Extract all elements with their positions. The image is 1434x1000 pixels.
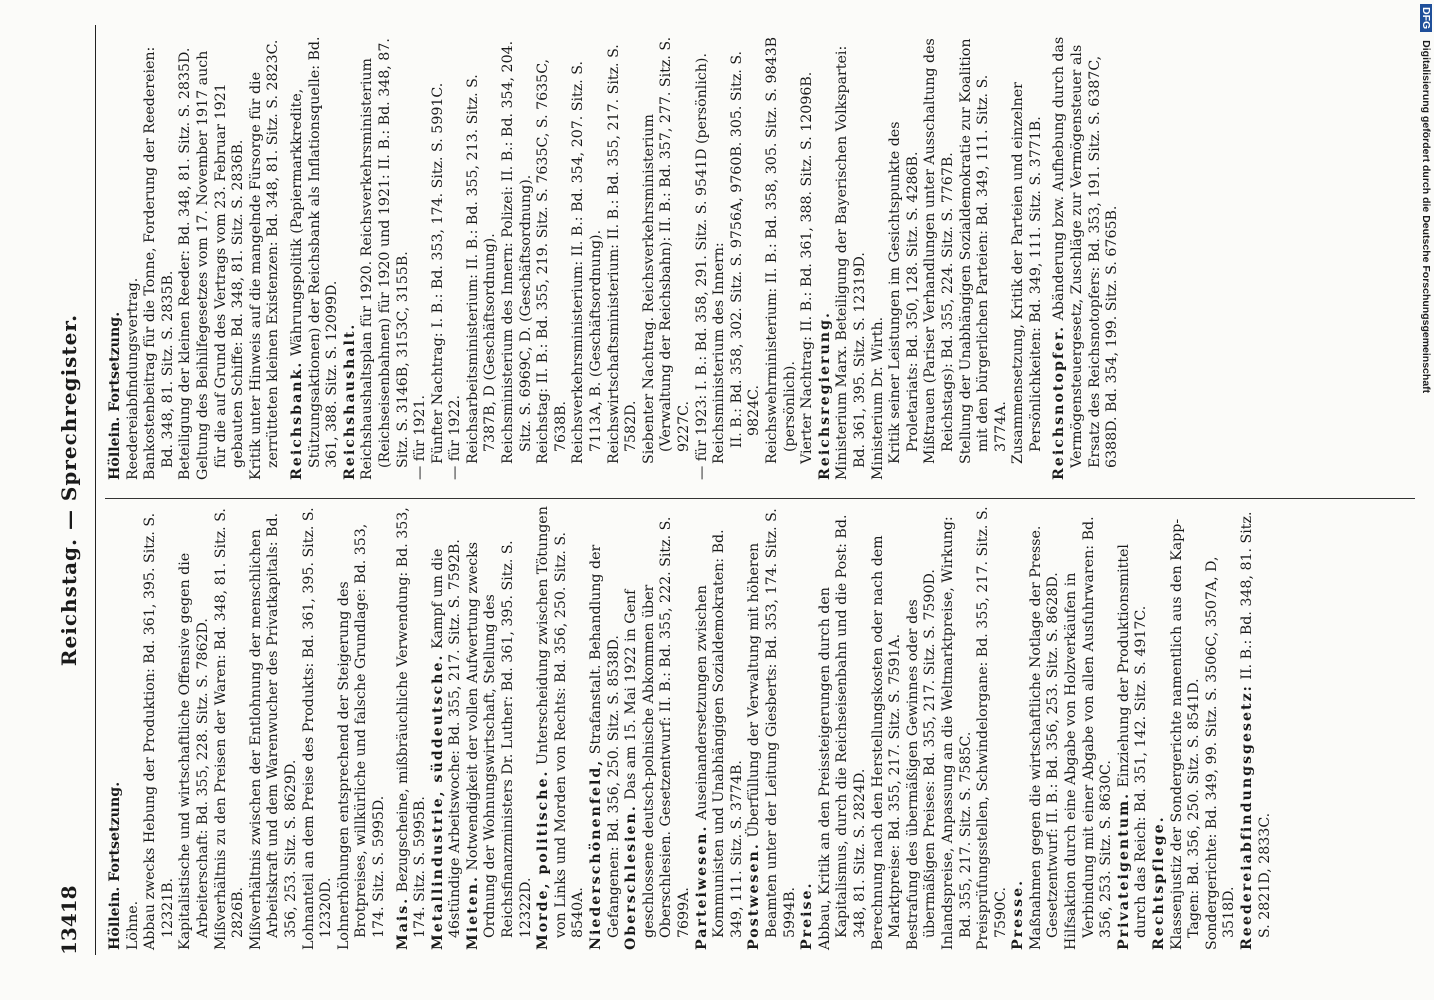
- index-entry: Oberschlesien. Das am 15. Mai 1922 in Genf geschlossene deutsch-polnische Abkommen über Oberschlesien. Gesetzentwurf: II. B.: Bd. 355, 222. Sitz. S. 7699A.: [623, 516, 692, 950]
- index-entry: Reichstag: II. B.: Bd. 355, 219. Sitz. S. 7635C, S. 7635C, 7638B.: [535, 58, 569, 464]
- index-entry: Abbau zwecks Hebung der Produktion: Bd. 361, 395. Sitz. S. 12321B.: [142, 512, 176, 950]
- index-entry: Niederschönenfeld, Strafanstalt. Behandlung der Gefangenen: Bd. 356, 250. Sitz. S. 8538D.: [588, 544, 622, 950]
- rotated-page: [45, 5, 1430, 995]
- index-entry: Kapitalistische und wirtschaftliche Offensive gegen die Arbeiterschaft: Bd. 355, 228. Sitz. S. 7862D.: [177, 552, 211, 950]
- index-entry: Reedereiabfindungsgesetz: II. B.: Bd. 348, 81. Sitz. S. 2821D, 2833C.: [1239, 511, 1273, 950]
- index-entry: Bankostenbeitrag für die Tonne, Forderung der Reedereien: Bd. 348, 81. Sitz. S. 2835B.: [142, 46, 176, 480]
- index-entry: Reichsbank. Währungspolitik (Papiermarkkredite, Stützungsaktionen) der Reichsbank als Inflationsquelle: Bd. 361, 388. Sitz. S. 12099D.: [288, 36, 341, 480]
- index-entry: Mißverhältnis zu den Preisen der Waren: Bd. 348, 81. Sitz. S. 2826B.: [212, 508, 247, 950]
- index-entry: Reichsarbeitsministerium: II. B.: Bd. 355, 213. Sitz. S. 7387B, D (Geschäftsordnung).: [464, 74, 499, 464]
- index-entry: Löhne.: [124, 900, 141, 950]
- index-entry: Inlandspreise, Anpassung an die Weltmarktpreise, Wirkung: Bd. 355, 217. Sitz. S. 7585C.: [939, 516, 974, 950]
- index-entry: Reichshaushaltsplan für 1920. Reichsverkehrsministerium (Reichseisenbahnen) für 1920 und 1921: II. B.: Bd. 348, 87. Sitz. S. 3146B, 3153C, 3155B.: [359, 38, 411, 480]
- index-entry: Reichsnotopfer. Abänderung bzw. Aufhebung durch das Vermögensteuergesetz, Zuschläge zur Vermögensteuer als Ersatz des Reichsnotopfers: Bd. 353, 191. Sitz. S. 6387C, 6388D. Bd. 354, 199. Sitz. S. 6765B.: [1051, 36, 1121, 480]
- index-entry: Hilfsaktion durch eine Abgabe von Holzverkäufen in Verbindung mit einer Abgabe von allen Ausfuhrwaren: Bd. 356, 253. Sitz. S. 8630C.: [1063, 516, 1115, 950]
- index-entry: Reedereiabfindungsvertrag.: [124, 277, 141, 480]
- page-number: 13418: [57, 885, 81, 955]
- index-entry: Mieten. Notwendigkeit der vollen Aufwertung zwecks Ordnung der Wohnungswirtschaft, Stellung des Reichsfinanzministers Dr. Luther: Bd. 361, 395. Sitz. S. 12322D.: [464, 540, 534, 950]
- index-entry: Stellung der Unabhängigen Sozialdemokratie zur Koalition mit den bürgerlichen Parteien: Bd. 349, 111. Sitz. S. 3774A.: [957, 38, 1009, 464]
- index-entry: Abbau, Kritik an den Preissteigerungen durch den Kapitalismus, durch die Reichseisenbahn und die Post: Bd. 348, 81. Sitz. S. 2824D.: [816, 514, 868, 950]
- index-entry: Postwesen. Überfüllung der Verwaltung mit höheren Beamten unter der Leitung Giesberts: Bd. 353, 174. Sitz. S. 5994B.: [746, 508, 798, 950]
- index-entry: Reichsregierung.: [816, 311, 833, 480]
- page-title: Reichstag. — Sprechregister.: [57, 313, 81, 667]
- left-column: [107, 505, 1274, 950]
- index-entry: Lohnerhöhungen entsprechend der Steigerung des Brotpreises, willkürliche und falsche Grundlage: Bd. 353, 174. Sitz. S. 5995D.: [335, 523, 387, 950]
- index-entry: — für 1921.: [412, 395, 429, 480]
- column-separator: [105, 498, 1415, 499]
- index-entry: — für 1923: I. B.: Bd. 358, 291. Sitz. S. 9541D (persönlich).: [693, 53, 710, 480]
- index-entry: Höllein. Fortsetzung.: [107, 311, 123, 480]
- index-entry: Kritik seiner Leistungen im Gesichtspunkte des Proletariats: Bd. 350, 128. Sitz. S. 4286B.: [887, 121, 921, 464]
- index-entry: Lohnanteil an dem Preise des Produkts: Bd. 361, 395. Sitz. S. 12320D.: [300, 507, 335, 950]
- index-entry: Klassenjustiz der Sondergerichte namentlich aus den Kapp-Tagen: Bd. 356, 250. Sitz. S. 8541D.: [1168, 518, 1203, 950]
- index-entry: Vierter Nachtrag: II. B.: Bd. 361, 388. Sitz. S. 12096B.: [799, 71, 816, 464]
- index-entry: Reichswehrministerium: II. B.: Bd. 358, 305. Sitz. S. 9843B (persönlich).: [763, 36, 798, 464]
- index-entry: Morde, politische. Unterscheidung zwischen Tötungen von Links und Morden von Rechts: Bd. 356, 250. Sitz. S. 8540A.: [535, 506, 587, 950]
- right-column: [107, 35, 1122, 480]
- index-entry: Reichswirtschaftsministerium: II. B.: Bd. 355, 217. Sitz. S. 7582D.: [605, 44, 640, 464]
- index-entry: Reichsverkehrsministerium: II. B.: Bd. 354, 207. Sitz. S. 7113A, B. (Geschäftsordnung).: [570, 61, 605, 464]
- index-entry: Reichsministerium des Innern:: [711, 242, 728, 464]
- index-entry: Bestrafung des übermäßigen Gewinnes oder des übermäßigen Preises: Bd. 355, 217. Sitz. S. 7590D.: [904, 569, 939, 950]
- index-entry: Parteiwesen. Auseinandersetzungen zwischen Kommunisten und Unabhängigen Sozialdemokraten: Bd. 349, 111. Sitz. S. 3774B.: [693, 529, 745, 950]
- index-entry: Sondergerichte: Bd. 349, 99. Sitz. S. 3506C, 3507A, D, 3518D.: [1203, 556, 1238, 950]
- page-header: [53, 25, 93, 955]
- index-entry: Maßnahmen gegen die wirtschaftliche Notlage der Presse. Gesetzentwurf: II. B.: Bd. 356, 253. Sitz. S. 8628D.: [1027, 525, 1062, 950]
- digitization-credit-text: Digitalisierung gefördert durch die Deutsche Forschungsgemeinschaft: [1420, 40, 1432, 394]
- index-entry: Privateigentum. Einziehung der Produktionsmittel durch das Reich: Bd. 351, 142. Sitz. S. 4917C.: [1115, 544, 1150, 950]
- index-entry: Metallindustrie, süddeutsche. Kampf um die 46stündige Arbeitswoche: Bd. 355, 217. Sitz. S. 7592B.: [429, 539, 464, 950]
- index-entry: Mißtrauen (Pariser Verhandlungen unter Ausschaltung des Reichstags): Bd. 355, 224. Sitz. S. 7767B.: [922, 38, 956, 464]
- index-entry: II. B.: Bd. 358, 302. Sitz. S. 9756A, 9760B. 305. Sitz. S. 9824C.: [728, 50, 763, 448]
- index-entry: Reichshaushalt.: [341, 322, 358, 480]
- dfg-logo: DFG: [1420, 4, 1432, 32]
- index-entry: Kritik unter Hinweis auf die mangelnde Fürsorge für die zerrütteten kleinen Existenzen: Bd. 348, 81. Sitz. S. 2823C.: [247, 39, 282, 480]
- index-entry: Preise.: [799, 881, 816, 950]
- index-entry: Zusammensetzung, Kritik der Parteien und einzelner Persönlichkeiten: Bd. 349, 111. Sitz. S. 3771B.: [1010, 82, 1044, 464]
- index-entry: Preisprüfungsstellen, Schwindelorgane: Bd. 355, 217. Sitz. S. 7590C.: [975, 506, 1009, 950]
- index-entry: Beteiligung der kleinen Reeder: Bd. 348, 81. Sitz. S. 2835D.: [177, 47, 194, 480]
- index-entry: Mißverhältnis zwischen der Entlohnung der menschlichen Arbeitskraft und dem Warenwucher des Privatkapitals: Bd. 356, 253. Sitz. S. 8629D.: [247, 512, 299, 950]
- index-entry: — für 1922.: [447, 395, 464, 480]
- index-entry: Presse.: [1010, 878, 1027, 950]
- index-entry: Ministerium Dr. Wirth.: [869, 316, 886, 480]
- index-entry: Reichsministerium des Innern: Polizei: II. B.: Bd. 354, 204. Sitz. S. 6969C, D. (Geschäftsordnung).: [500, 40, 534, 464]
- index-entry: Geltung des Beihilfegesetzes vom 17. November 1917 auch für die auf Grund des Vertrags vom 23. Februar 1921 gebauten Schiffe: Bd. 348, 81. Sitz. S. 2836B.: [194, 50, 247, 480]
- index-entry: Höllein. Fortsetzung.: [107, 781, 123, 950]
- index-entry: Fünfter Nachtrag: I. B.: Bd. 353, 174. Sitz. S. 5991C.: [429, 82, 446, 464]
- index-entry: Rechtspflege.: [1151, 815, 1168, 950]
- index-entry: Siebenter Nachtrag. Reichsverkehrsministerium (Verwaltung der Reichsbahn): II. B.: Bd. 357, 277. Sitz. S. 9227C.: [640, 36, 692, 464]
- index-entry: Berechnung nach den Herstellungskosten oder nach dem Marktpreise: Bd. 355, 217. Sitz. S. 7591A.: [869, 535, 904, 950]
- index-entry: Mais. Bezugscheine, mißbräuchliche Verwendung: Bd. 353, 174. Sitz. S. 5995B.: [394, 507, 429, 950]
- index-entry: Ministerium Marx. Beteiligung der Bayerischen Volkspartei: Bd. 361, 395. Sitz. S. 12319D.: [834, 45, 868, 480]
- header-rule: [95, 25, 96, 955]
